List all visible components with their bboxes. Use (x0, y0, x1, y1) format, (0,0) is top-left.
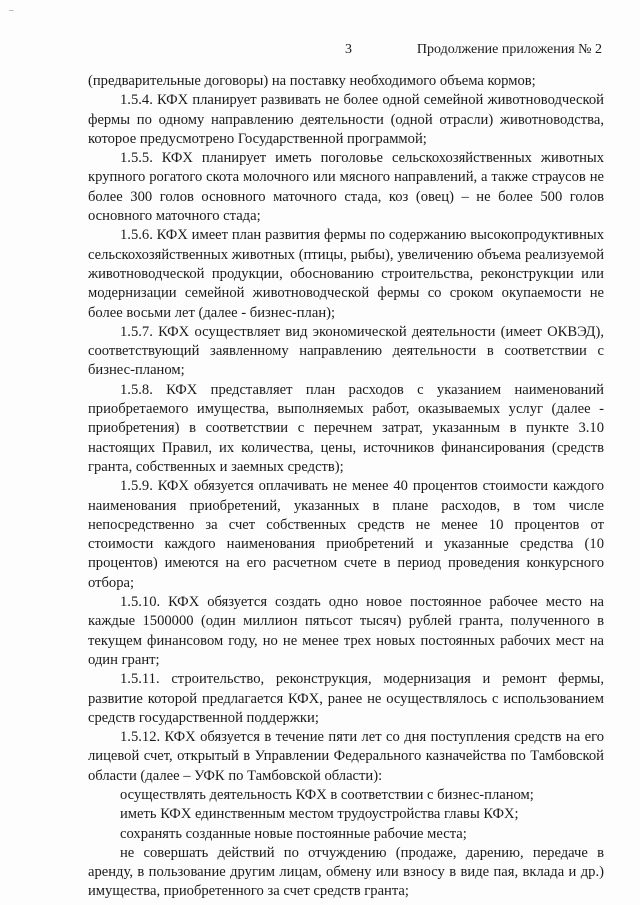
document-body (88, 72, 604, 902)
obligation-item: не совершать действий по отчуждению (продаже, дарению, передаче в аренду, в пользование другим лицам, обмену или взносу в виде пая, вклада и др.) имущества, приобретенного за счет средств гранта; (88, 844, 604, 900)
paragraph-1-5-11: 1.5.11. строительство, реконструкция, модернизация и ремонт фермы, развитие которой предлагается КФХ, ранее не осуществлялось с использованием средств государственной поддержки; (88, 671, 604, 726)
paragraph-1-5-8: 1.5.8. КФХ представляет план расходов с указанием наименований приобретаемого имущества, выполняемых работ, оказываемых услуг (далее - приобретения) в соответствии с перечнем затрат, указанным в пункте 3.10 настоящих Правил, их количества, цены, источников финансирования (средств гранта, собственных и заемных средств); (88, 381, 604, 475)
paragraph-1-5-10: 1.5.10. КФХ обязуется создать одно новое постоянное рабочее место на каждые 1500000 (один миллион пятьсот тысяч) рублей гранта, полученного в текущем финансовом году, но не менее трех новых постоянных рабочих мест на один грант; (88, 594, 604, 668)
corner-mark: – (9, 5, 14, 15)
paragraph-1-5-7: 1.5.7. КФХ осуществляет вид экономической деятельности (имеет ОКВЭД), соответствующий заявленному направлению деятельности в соответствии с бизнес-планом; (88, 323, 604, 379)
paragraph-1-5-9: 1.5.9. КФХ обязуется оплачивать не менее 40 процентов стоимости каждого наименования приобретений, указанных в плане расходов, в том числе непосредственно за счет собственных средств не менее 10 процентов от стоимости каждого наименования приобретений и указанные средства (10 процентов) имеются на его расчетном счете в период проведения конкурсного отбора; (88, 478, 604, 591)
obligation-item: иметь КФХ единственным местом трудоустройства главы КФХ; (120, 806, 519, 823)
obligation-item: сохранять созданные новые постоянные рабочие места; (120, 825, 467, 842)
paragraph-1-5-4: 1.5.4. КФХ планирует развивать не более одной семейной животноводческой фермы по одному направлению деятельности (одной отрасли) животноводства, которое предусмотрено Государственной программой; (88, 92, 604, 147)
paragraph-1-5-12: 1.5.12. КФХ обязуется в течение пяти лет со дня поступления средств на его лицевой счет, открытый в Управлении Федерального казначейства по Тамбовской области (далее – УФК по Тамбовской области): (88, 729, 604, 784)
paragraph-1-5-5: 1.5.5. КФХ планирует иметь поголовье сельскохозяйственных животных крупного рогатого скота молочного или мясного направлений, а также страусов не более 300 голов основного маточного стада, коз (овец) – не более 500 голов основного маточного стада; (88, 150, 604, 225)
page-number: 3 (345, 42, 352, 57)
paragraph-continuation: (предварительные договоры) на поставку необходимого объема кормов; (88, 73, 536, 89)
appendix-continuation-note: Продолжение приложения № 2 (416, 42, 602, 57)
obligation-item: осуществлять деятельность КФХ в соответствии с бизнес-планом; (120, 786, 534, 803)
paragraph-1-5-6: 1.5.6. КФХ имеет план развития фермы по содержанию высокопродуктивных сельскохозяйственных животных (птицы, рыбы), увеличению объема реализуемой животноводческой продукции, обоснованию строительства, реконструкции или модернизации семейной животноводческой фермы со сроком окупаемости не более восьми лет (далее - бизнес-план); (88, 227, 604, 321)
